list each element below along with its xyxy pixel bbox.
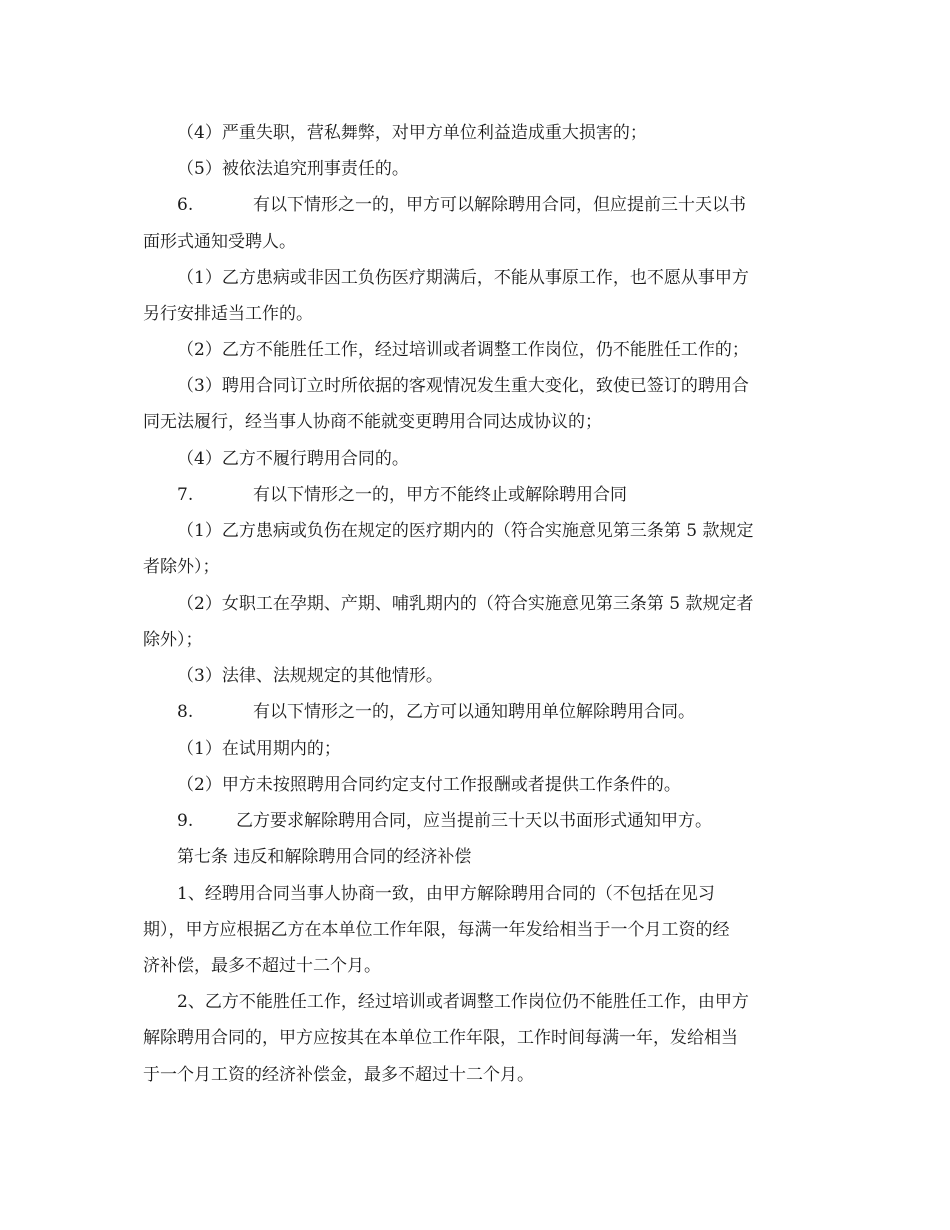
text-line: 解除聘用合同的，甲方应按其在本单位工作年限，工作时间每满一年，发给相当 [143,1028,738,1048]
text-line: 期），甲方应根据乙方在本单位工作年限，每满一年发给相当于一个月工资的经 [143,920,730,940]
text-line: （1）乙方患病或非因工负伤医疗期满后，不能从事原工作，也不愿从事甲方 [177,268,749,288]
text-line: 除外）； [143,630,203,650]
item-number: 7. [177,485,194,505]
text-line: （5）被依法追究刑事责任的。 [177,159,409,179]
item-number: 8. [177,702,194,722]
text-line: （1）在试用期内的； [177,739,341,759]
item-text: 有以下情形之一的，乙方可以通知聘用单位解除聘用合同。 [253,702,695,722]
text-line: 者除外）； [143,557,220,577]
text-line: 2、乙方不能胜任工作，经过培训或者调整工作岗位仍不能胜任工作，由甲方 [177,992,749,1012]
text-line: 济补偿，最多不超过十二个月。 [143,956,381,976]
text-line: （2）乙方不能胜任工作，经过培训或者调整工作岗位，仍不能胜任工作的； [177,340,749,360]
text-line: （3）法律、法规规定的其他情形。 [177,666,443,686]
section-heading: 第七条 违反和解除聘用合同的经济补偿 [177,847,472,867]
text-line: （2）女职工在孕期、产期、哺乳期内的（符合实施意见第三条第 5 款规定者 [177,594,754,614]
item-number: 6. [177,195,194,215]
text-line: 面形式通知受聘人。 [143,232,296,252]
item-text: 乙方要求解除聘用合同，应当提前三十天以书面形式通知甲方。 [236,811,712,831]
text-line: （2）甲方未按照聘用合同约定支付工作报酬或者提供工作条件的。 [177,775,681,795]
text-line: （3）聘用合同订立时所依据的客观情况发生重大变化，致使已签订的聘用合 [177,376,749,396]
item-text: 有以下情形之一的，甲方不能终止或解除聘用合同 [253,485,627,505]
text-line: 同无法履行，经当事人协商不能就变更聘用合同达成协议的； [143,412,602,432]
text-line: 于一个月工资的经济补偿金，最多不超过十二个月。 [143,1065,534,1085]
item-text: 有以下情形之一的，甲方可以解除聘用合同，但应提前三十天以书 [253,195,746,215]
text-line: （4）乙方不履行聘用合同的。 [177,449,409,469]
text-line: 另行安排适当工作的。 [143,304,313,324]
text-line: （1）乙方患病或负伤在规定的医疗期内的（符合实施意见第三条第 5 款规定 [177,521,754,541]
text-line: （4）严重失职，营私舞弊，对甲方单位利益造成重大损害的； [177,123,647,143]
text-line: 1、经聘用合同当事人协商一致，由甲方解除聘用合同的（不包括在见习 [177,884,715,904]
item-number: 9. [177,811,194,831]
